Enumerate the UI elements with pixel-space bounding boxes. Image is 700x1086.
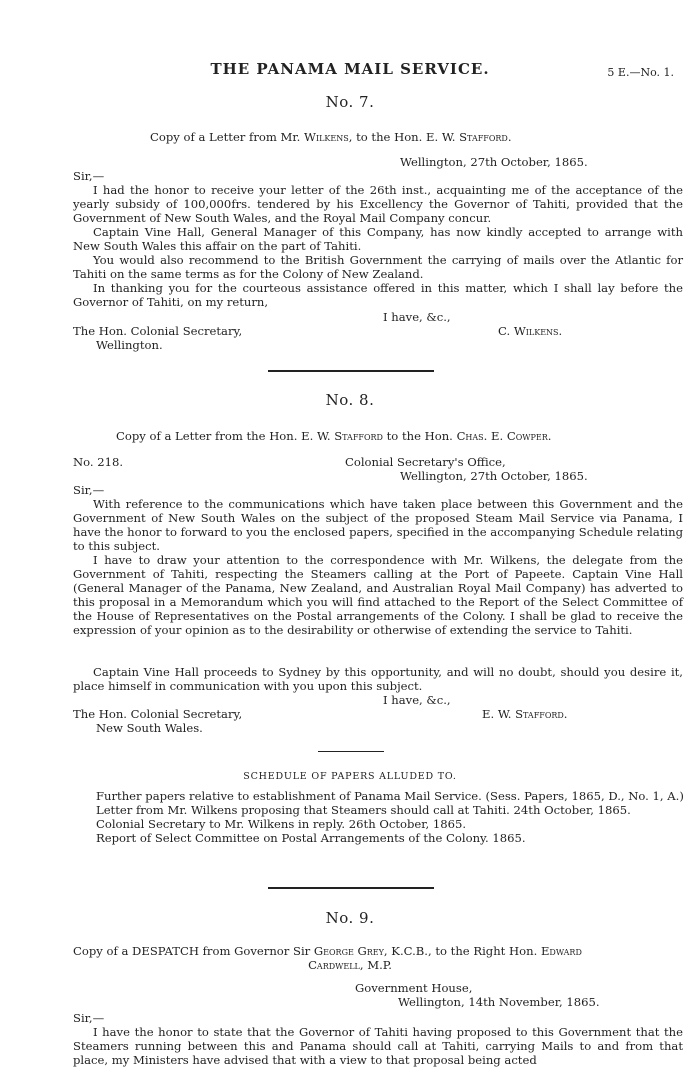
schedule-item: Colonial Secretary to Mr. Wilkens in reply. 26th October, 1865.: [96, 816, 467, 831]
no8-addressee-place: New South Wales.: [96, 721, 203, 735]
no7-paragraph: I had the honor to receive your letter of the 26th inst., acquainting me of the acceptance of the yearly subsidy of 100,000frs. tendered by his Excellency the Governor of Tahiti, provided that the Government of New South Wales, and the Royal Mail Company concur.: [73, 183, 683, 225]
no8-caption: Copy of a Letter from the Hon. E. W. Stafford to the Hon. Chas. E. Cowper.: [116, 429, 552, 443]
section-heading-no7: No. 7.: [325, 93, 375, 111]
no8-place-date: Wellington, 27th October, 1865.: [400, 469, 588, 483]
no9-house: Government House,: [355, 981, 473, 995]
short-divider: [318, 751, 384, 752]
section-divider: [268, 887, 434, 889]
section-divider: [268, 370, 434, 372]
schedule-heading: SCHEDULE OF PAPERS ALLUDED TO.: [243, 771, 457, 782]
no8-salutation: Sir,—: [73, 483, 105, 497]
no7-caption-from: Wilkens: [304, 130, 349, 144]
no7-closing: I have, &c.,: [383, 310, 451, 324]
schedule-item: Further papers relative to establishment of Panama Mail Service. (Sess. Papers, 1865, D., No. 1, A.): [96, 789, 684, 803]
no8-caption-to: Chas. E. Cowper: [456, 429, 548, 443]
no7-caption: Copy of a Letter from Mr. Wilkens, to the Hon. E. W. Stafford.: [150, 130, 512, 144]
schedule-item: Report of Select Committee on Postal Arrangements of the Colony. 1865.: [96, 830, 526, 845]
no9-place-date: Wellington, 14th November, 1865.: [398, 995, 600, 1009]
running-head: THE PANAMA MAIL SERVICE.: [210, 60, 490, 78]
no9-salutation: Sir,—: [73, 1011, 105, 1025]
no7-paragraph: Captain Vine Hall, General Manager of this Company, has now kindly accepted to arrange with New South Wales this affair on the part of Tahiti.: [73, 225, 683, 253]
no7-paragraph: You would also recommend to the British Government the carrying of mails over the Atlantic for Tahiti on the same terms as for the Colony of New Zealand.: [73, 253, 683, 281]
no8-paragraph: Captain Vine Hall proceeds to Sydney by this opportunity, and will no doubt, should you desire it, place himself in communication with you upon this subject.: [73, 665, 683, 693]
schedule-item: Letter from Mr. Wilkens proposing that Steamers should call at Tahiti. 24th October, 1865.: [96, 802, 631, 817]
no7-paragraph: In thanking you for the courteous assistance offered in this matter, which I shall lay before the Governor of Tahiti, on my return,: [73, 281, 683, 309]
no7-caption-to: Stafford: [459, 130, 508, 144]
no8-paragraph: I have to draw your attention to the correspondence with Mr. Wilkens, the delegate from the Government of Tahiti, respecting the Steamers calling at the Port of Papeete. Captain Vine Hall (General Manager of the Panama, New Zealand, and Australian Royal Mail Company) has adverted to this proposal in a Memorandum which you will find attached to the Report of the Select Committee of the House of Representatives on the Postal arrangements of the Colony. I shall be glad to receive the expression of your opinion as to the desirability or otherwise of extending the service to Tahiti.: [73, 553, 683, 637]
no8-closing: I have, &c.,: [383, 693, 451, 707]
no9-caption-to-last: Cardwell: [308, 958, 360, 972]
no7-addressee: The Hon. Colonial Secretary,: [73, 324, 243, 338]
no9-paragraph: I have the honor to state that the Governor of Tahiti having proposed to this Government that the Steamers running between this and Panama should call at Tahiti, carrying Mails to and from that place, my Ministers have advised that with a view to that proposal being acted: [73, 1025, 683, 1067]
no8-office: Colonial Secretary's Office,: [345, 455, 506, 469]
no8-addressee: The Hon. Colonial Secretary,: [73, 707, 243, 721]
section-heading-no9: No. 9.: [325, 909, 375, 927]
no8-ref-number: No. 218.: [73, 455, 124, 469]
no8-caption-from: Stafford: [334, 429, 383, 443]
no8-signature: E. W. Stafford.: [482, 707, 568, 721]
no7-signature: C. Wilkens.: [498, 324, 563, 338]
no9-caption-line1: Copy of a DESPATCH from Governor Sir George Grey, K.C.B., to the Right Hon. Edward: [73, 944, 582, 958]
section-heading-no8: No. 8.: [325, 391, 375, 409]
no9-caption-from: George Grey: [313, 944, 384, 958]
schedule-list: [96, 790, 686, 846]
no7-place-date: Wellington, 27th October, 1865.: [400, 155, 588, 169]
no7-addressee-place: Wellington.: [96, 338, 163, 352]
no9-caption-to-first: Edward: [540, 944, 582, 958]
no7-salutation: Sir,—: [73, 169, 105, 183]
no9-caption-line2: Cardwell, M.P.: [308, 958, 392, 972]
no8-paragraph: With reference to the communications which have taken place between this Government and the Government of New South Wales on the subject of the proposed Steam Mail Service via Panama, I have the honor to forward to you the enclosed papers, specified in the accompanying Schedule relating to this subject.: [73, 497, 683, 553]
page-reference: 5 E.—No. 1.: [607, 66, 674, 79]
